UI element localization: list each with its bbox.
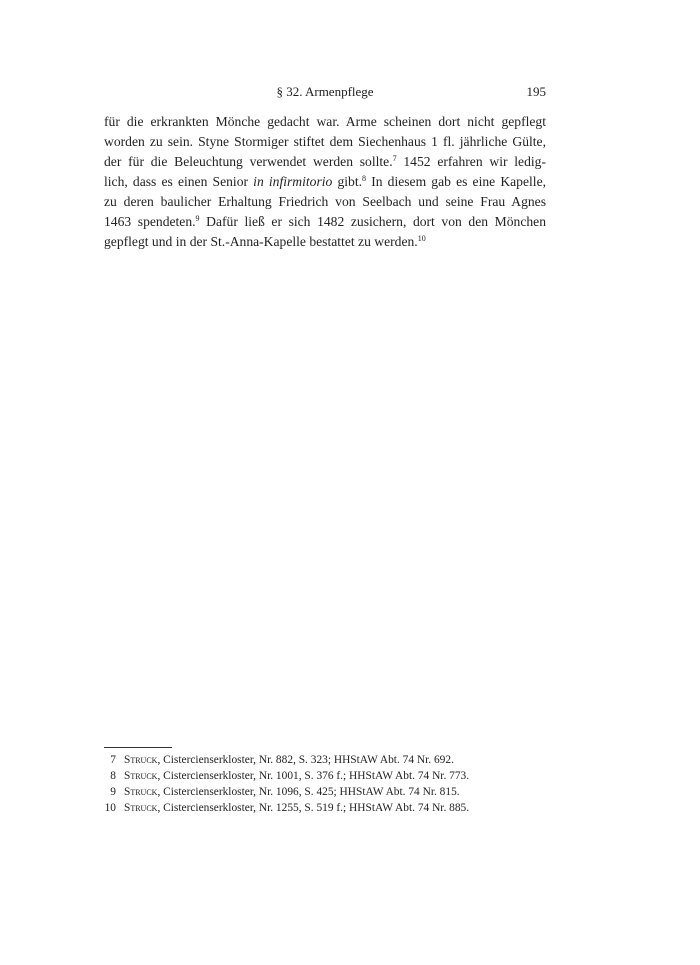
latin-phrase: in infirmitorio <box>253 174 333 189</box>
footnote-9 <box>104 784 546 800</box>
body-paragraph <box>104 112 546 252</box>
footnote-author: Struck <box>124 754 158 766</box>
footnote-author: Struck <box>124 786 158 798</box>
footnote-author: Struck <box>124 770 158 782</box>
text-line: worden zu sein. Styne Stormiger stiftet dem Siechenhaus 1 fl. jährliche Gülte, <box>104 134 546 149</box>
footnote-divider <box>104 747 172 748</box>
text-line: 1463 spendeten.$^9$ Dafür ließ er sich 1482 zusichern, dort von den Mönchen <box>104 214 546 229</box>
footnote-number: 7 <box>110 754 116 766</box>
footnote-text: , Cistercienserkloster, Nr. 1096, S. 425; HHStAW Abt. 74 Nr. 815. <box>157 786 460 798</box>
text-line: lich, dass es einen Senior in infirmitorio gibt.$^8$ In diesem gab es eine Kapelle, <box>104 174 546 189</box>
page-number: 195 <box>526 84 546 99</box>
footnote-10 <box>104 800 546 816</box>
footnote-text: , Cistercienserkloster, Nr. 1255, S. 519 f.; HHStAW Abt. 74 Nr. 885. <box>157 802 470 814</box>
text-line: gepflegt und in der St.-Anna-Kapelle bestattet zu werden.$^{10}$ <box>104 234 426 249</box>
footnote-text: , Cistercienserkloster, Nr. 1001, S. 376 f.; HHStAW Abt. 74 Nr. 773. <box>157 770 470 782</box>
footnote-author: Struck <box>124 802 158 814</box>
footnote-8 <box>104 768 546 784</box>
footnote-7 <box>104 752 546 768</box>
text-line: der für die Beleuchtung verwendet werden sollte.$^7$ 1452 erfahren wir ledig- <box>104 154 546 169</box>
footnote-number: 8 <box>110 770 116 782</box>
text-line: für die erkrankten Mönche gedacht war. Arme scheinen dort nicht gepflegt <box>104 114 546 129</box>
footnote-number: 10 <box>104 802 116 814</box>
footnote-ref[interactable]: 7 <box>392 154 397 163</box>
footnotes <box>104 752 546 816</box>
footnote-number: 9 <box>110 786 116 798</box>
footnote-ref[interactable]: 8 <box>362 174 367 183</box>
running-head <box>104 84 546 104</box>
footnote-text: , Cistercienserkloster, Nr. 882, S. 323; HHStAW Abt. 74 Nr. 692. <box>157 754 454 766</box>
text-line: zu deren baulicher Erhaltung Friedrich von Seelbach und seine Frau Agnes <box>104 194 546 209</box>
footnote-ref[interactable]: 10 <box>417 234 426 243</box>
section-title: § 32. Armenpflege <box>276 84 374 99</box>
footnote-ref[interactable]: 9 <box>195 214 200 223</box>
